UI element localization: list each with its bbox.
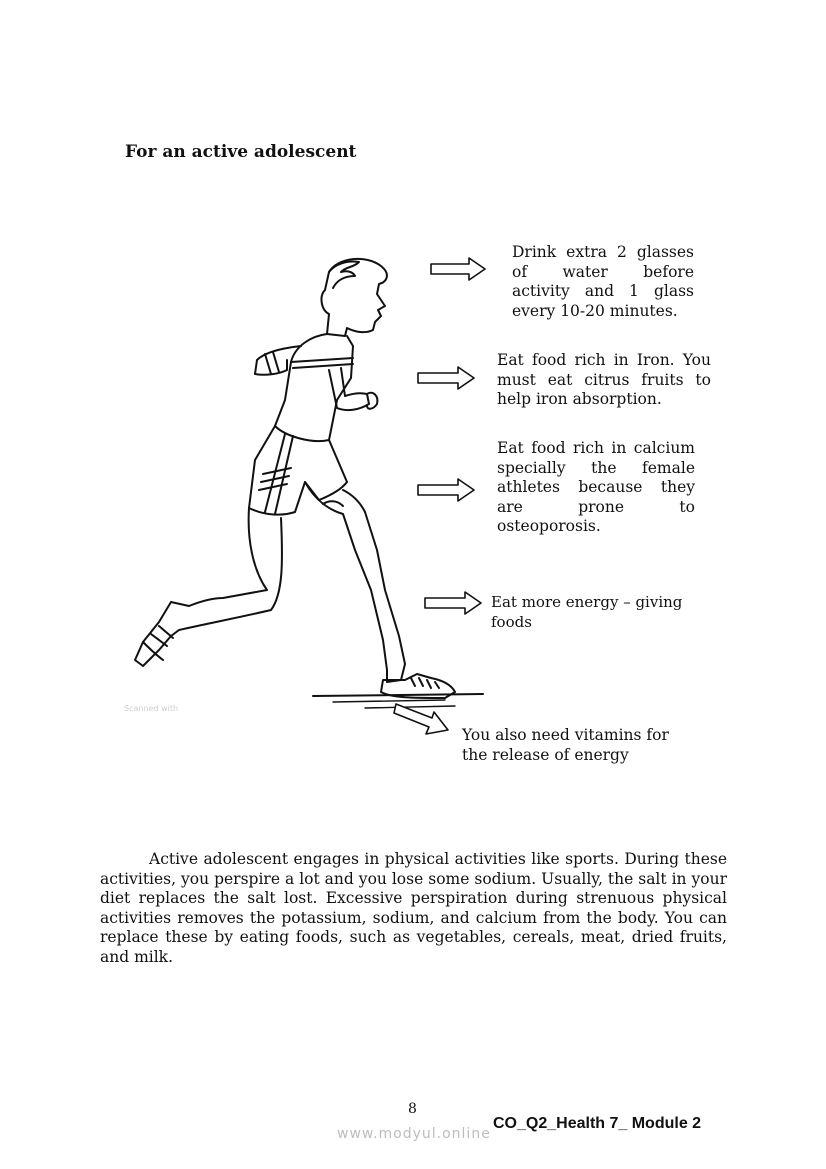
arrow-right-icon (416, 477, 478, 503)
ground-line (313, 694, 483, 696)
arrow-right-icon (429, 256, 489, 282)
module-code: CO_Q2_Health 7_ Module 2 (493, 1115, 702, 1132)
callout-water: Drink extra 2 glasses of water before activity and 1 glass every 10-20 minutes. (512, 243, 694, 320)
section-heading: For an active adolescent (125, 142, 357, 162)
callout-energy: Eat more energy – giving foods (491, 593, 683, 631)
runner-back-leg (135, 508, 282, 666)
watermark: www.modyul.online (337, 1126, 491, 1142)
runner-front-leg (305, 482, 405, 682)
page-number: 8 (408, 1101, 417, 1117)
arrow-right-icon (416, 365, 478, 391)
callout-iron: Eat food rich in Iron. You must eat citrus fruits to help iron absorption. (497, 351, 711, 409)
runner-front-arm (329, 368, 369, 410)
scan-mark: Scanned with (124, 704, 179, 713)
body-paragraph: Active adolescent engages in physical activities like sports. During these activities, you perspire a lot and you lose some sodium. Usually, the salt in your diet replaces the salt lost. Excessive perspiration during strenuous physical activities removes the potassium, sodium, and calcium from the body. You can replace these by eating foods, such as vegetables, cereals, meat, dried fruits, and milk. (100, 850, 727, 966)
runner-torso (275, 334, 353, 441)
arrow-right-icon (423, 590, 485, 616)
callout-vitamins: You also need vitamins for the release of energy (462, 726, 669, 764)
arrow-diagonal-icon (392, 700, 454, 740)
callout-calcium: Eat food rich in calcium specially the female athletes because they are prone to osteoporosis. (497, 439, 695, 536)
